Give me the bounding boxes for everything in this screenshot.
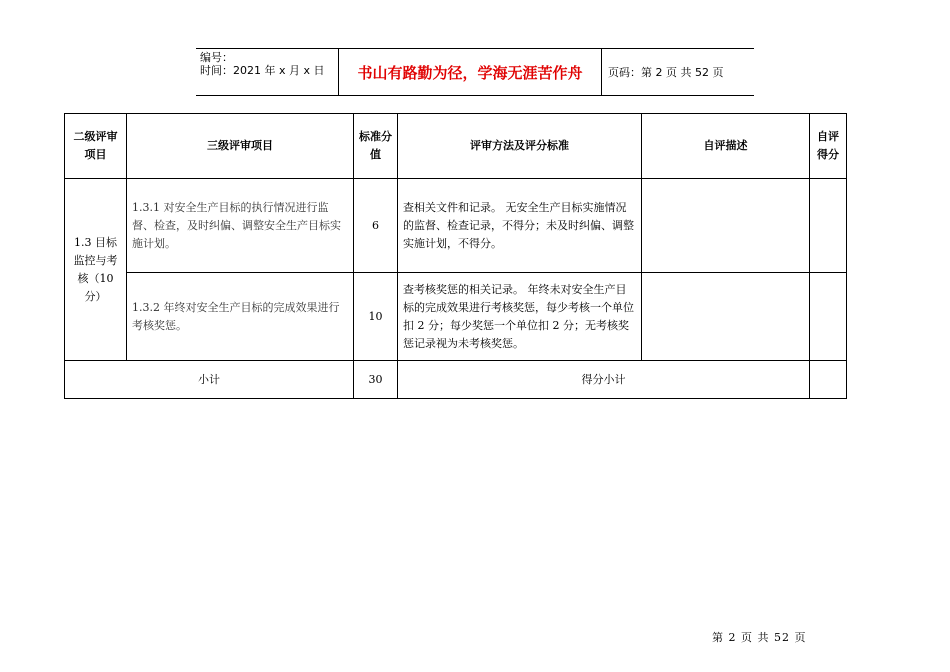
col-header-standard-score: 标准分值 xyxy=(354,114,398,179)
header-meta xyxy=(196,49,339,95)
col-header-self-score: 自评得分 xyxy=(810,114,847,179)
header-page-code: 页码：第 2 页 共 52 页 xyxy=(608,66,724,79)
subtotal-value: 30 xyxy=(354,361,398,399)
serial-label: 编号： xyxy=(200,51,233,64)
col-header-method: 评审方法及评分标准 xyxy=(398,114,642,179)
review-table xyxy=(64,113,847,399)
header-motto: 书山有路勤为径，学海无涯苦作舟 xyxy=(339,49,602,95)
self-score-cell[interactable] xyxy=(810,273,847,361)
score-subtotal-value[interactable] xyxy=(810,361,847,399)
page-header xyxy=(196,48,754,96)
score-subtotal-label: 得分小计 xyxy=(398,361,810,399)
method-text: 查考核奖惩的相关记录。 年终未对安全生产目标的完成效果进行考核奖惩，每少考核一个单位扣 2 分；每少奖惩一个单位扣 2 分；无考核奖惩记录视为未考核奖惩。 xyxy=(398,273,642,361)
standard-score: 10 xyxy=(354,273,398,361)
table-row xyxy=(65,273,847,361)
self-desc-cell[interactable] xyxy=(642,179,810,273)
table-row xyxy=(65,179,847,273)
page-footer: 第 2 页 共 52 页 xyxy=(712,631,807,644)
col-header-level2: 二级评审项目 xyxy=(65,114,127,179)
col-header-self-desc: 自评描述 xyxy=(642,114,810,179)
self-desc-cell[interactable] xyxy=(642,273,810,361)
subtotal-row xyxy=(65,361,847,399)
subtotal-label: 小计 xyxy=(65,361,354,399)
time-label: 时间：2021 年 x 月 x 日 xyxy=(200,64,325,77)
table-header-row xyxy=(65,114,847,179)
method-text: 查相关文件和记录。 无安全生产目标实施情况的监督、检查记录，不得分；未及时纠偏、调整实施计划，不得分。 xyxy=(398,179,642,273)
standard-score: 6 xyxy=(354,179,398,273)
group-label: 1.3 目标监控与考核（10 分） xyxy=(65,179,127,361)
level3-item: 1.3.2 年终对安全生产目标的完成效果进行考核奖惩。 xyxy=(127,273,354,361)
level3-item: 1.3.1 对安全生产目标的执行情况进行监督、检查，及时纠偏、调整安全生产目标实施计划。 xyxy=(127,179,354,273)
self-score-cell[interactable] xyxy=(810,179,847,273)
col-header-level3: 三级评审项目 xyxy=(127,114,354,179)
